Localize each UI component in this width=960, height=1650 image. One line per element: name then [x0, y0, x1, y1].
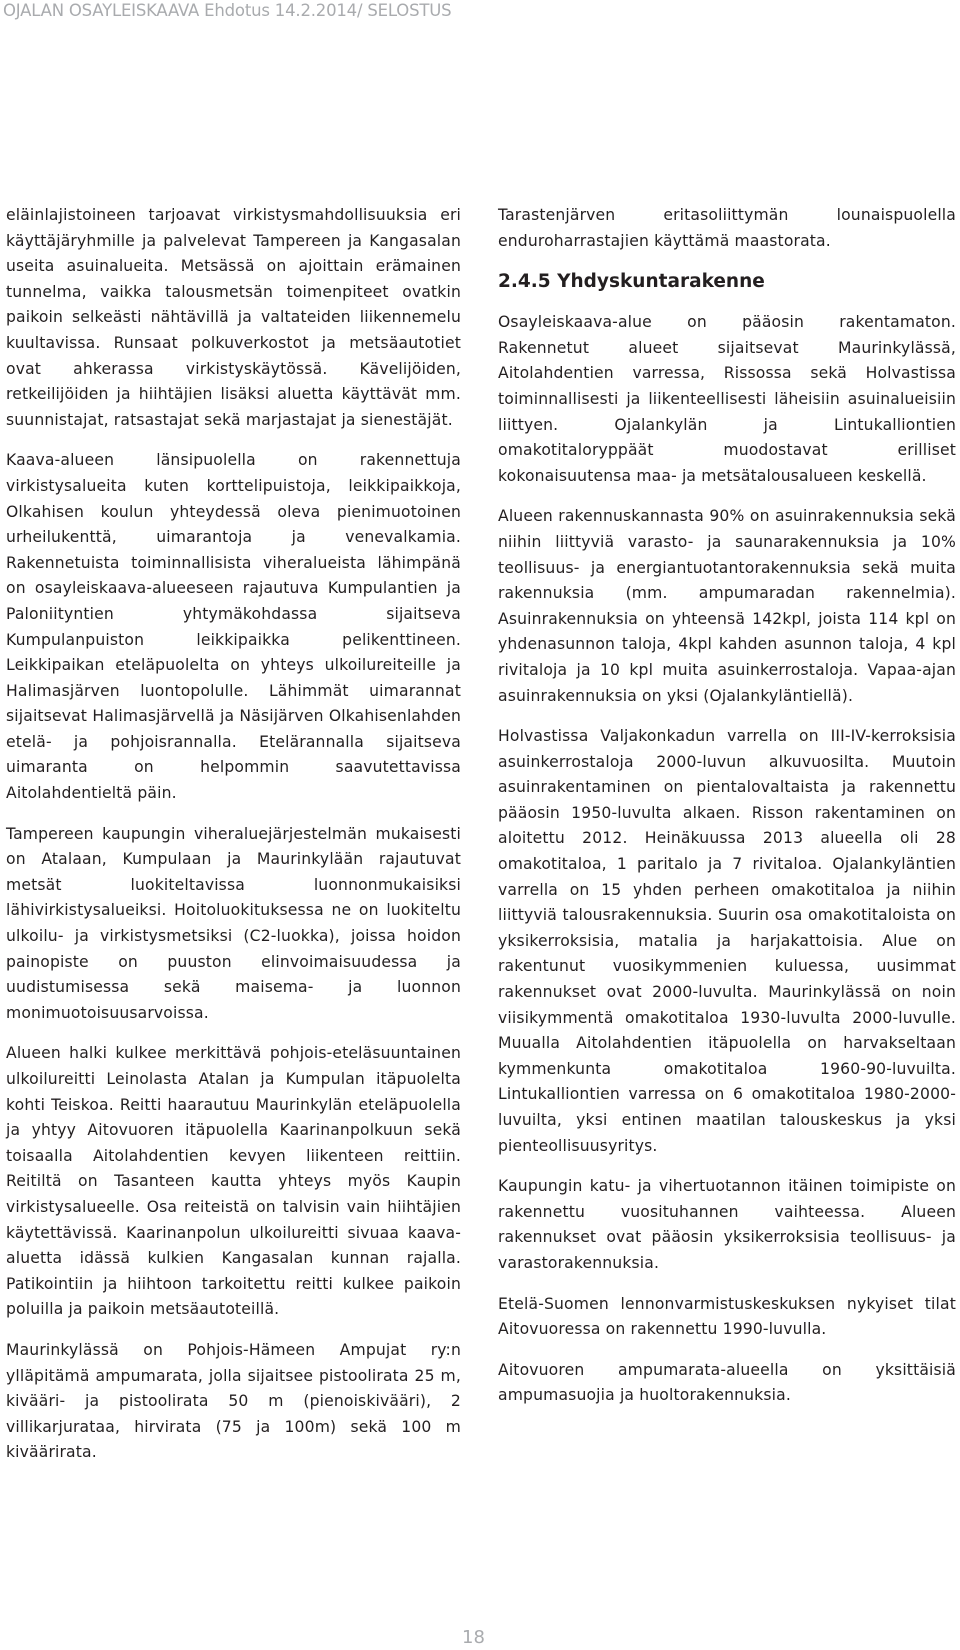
body-paragraph: eläinlajistoineen tarjoavat virkistysmahdollisuuksia eri käyttäjäryhmille ja palvelevat Tampereen ja Kangasalan useita asuinalueita. Metsässä on ajoittain erämainen tunnelma, vaikka talousmetsän toimenpiteet ovatkin paikoin selkeästi nähtävillä ja valtateiden liikennemelu kuultavissa. Runsaat polkuverkostot ja metsäautotiet ovat ahkerassa virkistyskäytössä. Kävelijöiden, retkeilijöiden ja hiihtäjien lisäksi aluetta käyttävät mm. suunnistajat, ratsastajat sekä marjastajat ja sienestäjät. — [6, 206, 461, 429]
body-paragraph: Kaava-alueen länsipuolella on rakennettuja virkistysalueita kuten korttelipuistoja, leikkipaikkoja, Olkahisen koulun yhteydessä oleva pienimuotoinen urheilukenttä, uimarantoja ja venevalkamia. Rakennetuista toiminnallisista viheralueista lähimpänä on osayleiskaava-alueeseen rajautuva Kumpulantien ja Paloniityntien yhtymäkohdassa sijaitseva Kumpulanpuiston leikkipaikka pelikenttineen. Leikkipaikan eteläpuolelta on yhteys ulkoilureiteille ja Halimasjärven luontopolulle. Lähimmät uimarannat sijaitsevat Halimasjärvellä ja Näsijärven Olkahisenlahden etelä- ja pohjoisrannalla. Etelärannalla sijaitseva uimaranta on helpommin saavutettavissa Aitolahdentieltä päin. — [6, 451, 461, 803]
body-paragraph: Etelä-Suomen lennonvarmistuskeskuksen nykyiset tilat Aitovuoressa on rakennettu 1990-luvulla. — [498, 1294, 956, 1339]
body-paragraph: Aitovuoren ampumarata-alueella on yksittäisiä ampumasuojia ja huoltorakennuksia. — [498, 1360, 956, 1405]
section-heading: 2.4.5 Yhdyskuntarakenne — [498, 271, 765, 293]
intro-paragraph: Tarastenjärven eritasoliittymän lounaispuolella enduroharrastajien käyttämä maastorata. — [498, 206, 956, 250]
body-paragraph: Alueen halki kulkee merkittävä pohjois-eteläsuuntainen ulkoilureitti Leinolasta Atalan ja Kumpulan itäpuolelta kohti Teiskoa. Reitti haarautuu Maurinkylän eteläpuolella ja yhtyy Aitovuoren itäpuolella Kaarinanpolkuun sekä toisaalla Aitolahdentien kevyen liikenteen reittiin. Reitiltä on Tasanteen kautta yhteys myös Kaupin virkistysalueelle. Osa reiteistä on talvisin vain hiihtäjien käytettävissä. Kaarinanpolun ulkoilureitti sivuaa kaava-aluetta idässä kulkien Kangasalan kunnan rajalla. Patikointiin ja hiihtoon tarkoitettu reitti kulkee paikoin poluilla ja paikoin metsäautoteillä. — [6, 1044, 461, 1319]
body-paragraph: Holvastissa Valjakonkadun varrella on III-IV-kerroksisia asuinkerrostaloja 2000-luvun alkuvuosilta. Muutoin asuinrakentaminen on pientalovaltaista ja rakennettu pääosin 1950-luvulta alkaen. Risson rakentaminen on aloitettu 2012. Heinäkuussa 2013 alueella oli 28 omakotitaloa, 1 paritalo ja 7 rivitaloa. Ojalankyläntien varrella on 15 yhden perheen omakotitaloa ja niihin liittyviä talousrakennuksia. Suurin osa omakotitaloista on yksikerroksisia, matalia ja harjakattoisia. Alue on rakentunut vuosikymmenien kuluessa, uusimmat rakennukset ovat 2000-luvulta. Maurinkylässä on noin viisikymmentä omakotitaloa 1930-luvulta 2000-luvulle. Muualla Aitolahdentien itäpuolella on harvakseltaan kymmenkunta omakotitaloa 1960-90-luvuilta. Lintukalliontien varressa on 6 omakotitaloa 1980-2000-luvuilta, yksi entinen maatilan talouskeskus ja yksi pienteollisuusyritys. — [498, 727, 956, 1155]
body-paragraph: Alueen rakennuskannasta 90% on asuinrakennuksia sekä niihin liittyviä varasto- ja saunarakennuksia ja 10% teollisuus- ja energiantuotantorakennuksia sekä muita rakennuksia (mm. ampumaradan rakennelmia). Asuinrakennuksia on yhteensä 142kpl, joista 114 kpl on yhdenasunnon taloja, 4kpl kahden asunnon taloja, 4 kpl rivitaloja ja 10 kpl muita asuinkerrostaloja. Vapaa-ajan asuinrakennuksia on yksi (Ojalankyläntiellä). — [498, 507, 956, 705]
right-column — [498, 203, 956, 1424]
body-paragraph: Kaupungin katu- ja vihertuotannon itäinen toimipiste on rakennettu vuosituhannen vaihteessa. Alueen rakennukset ovat pääosin yksikerroksisia teollisuus- ja varastorakennuksia. — [498, 1177, 956, 1272]
body-paragraph: Maurinkylässä on Pohjois-Hämeen Ampujat ry:n ylläpitämä ampumarata, jolla sijaitsee pistoolirata 25 m, kivääri- ja pistoolirata 50 m (pienoiskivääri), 2 villikarjurataa, hirvirata (75 ja 100m) sekä 100 m kiväärirata. — [6, 1340, 461, 1462]
body-paragraph: Tampereen kaupungin viheraluejärjestelmän mukaisesti on Atalaan, Kumpulaan ja Maurinkylään rajautuvat metsät luokiteltavissa luonnonmukaisiksi lähivirkistysalueiksi. Hoitoluokituksessa ne on luokiteltu ulkoilu- ja virkistysmetsiksi (C2-luokka), joissa hoidon painopiste on puuston elinvoimaisuudessa ja uudistumisessa sekä maisema- ja luonnon monimuotoisuusarvoissa. — [6, 824, 461, 1022]
body-paragraph: Osayleiskaava-alue on pääosin rakentamaton. Rakennetut alueet sijaitsevat Maurinkylässä, Aitolahdentien varressa, Rissossa sekä Holvastissa toiminnallisesti ja liikenteellisesti läheisiin asuinalueisiin liittyen. Ojalankylän ja Lintukalliontien omakotitaloryppäät muodostavat erilliset kokonaisuutensa maa- ja metsätalousalueen keskellä. — [498, 313, 956, 485]
left-column — [6, 203, 461, 1481]
running-header: OJALAN OSAYLEISKAAVA Ehdotus 14.2.2014/ SELOSTUS — [3, 1, 452, 20]
page-number: 18 — [462, 1627, 485, 1648]
